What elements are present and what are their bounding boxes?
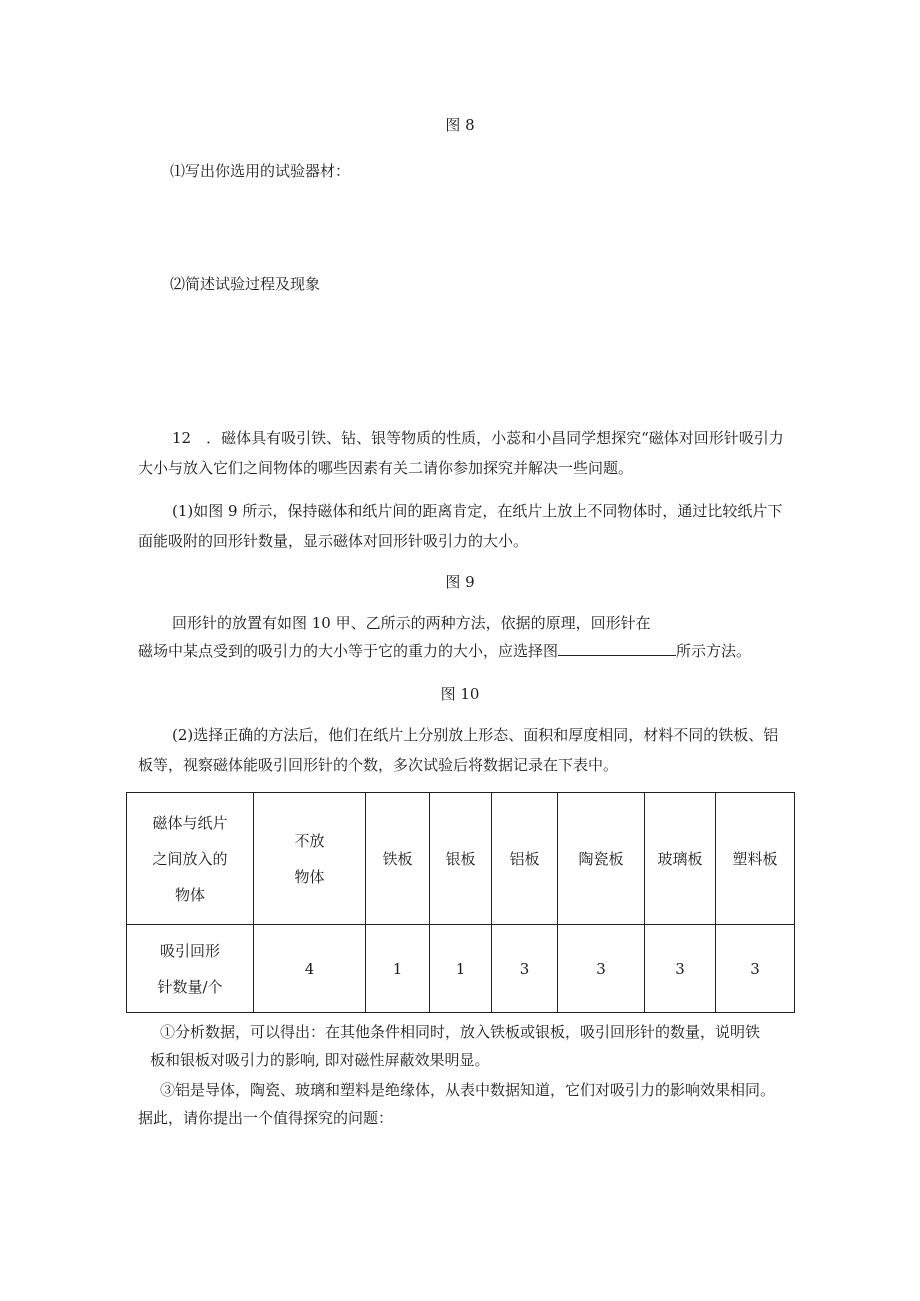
- value-silver: 1: [430, 925, 492, 1013]
- analysis-1-line-1: ①分析数据，可以得出：在其他条件相同时，放入铁板或银板，吸引回形针的数量，说明铁: [160, 1023, 761, 1041]
- clip-method-line-1: 回形针的放置有如图 10 甲、乙所示的两种方法，依据的原理，回形针在: [172, 614, 651, 632]
- column-header-aluminum: 铝板: [492, 793, 558, 925]
- value-ceramic: 3: [558, 925, 645, 1013]
- row-header-clip-count: 吸引回形 针数量/个: [127, 925, 254, 1013]
- column-header-plastic: 塑料板: [716, 793, 795, 925]
- clip-method-line-2: [138, 640, 751, 661]
- table-row: [127, 793, 795, 925]
- column-header-silver: 银板: [430, 793, 492, 925]
- value-iron: 1: [366, 925, 430, 1013]
- figure-8-caption: 图 8: [445, 116, 475, 134]
- question-process: ⑵简述试验过程及现象: [170, 275, 321, 293]
- column-header-none: 不放 物体: [254, 793, 366, 925]
- column-header-ceramic: 陶瓷板: [558, 793, 645, 925]
- clip-method-text: 磁场中某点受到的吸引力的大小等于它的重力的大小，应选择图: [138, 642, 559, 660]
- figure-10-caption: 图 10: [440, 685, 480, 703]
- analysis-3-line-1: ③铝是导体，陶瓷、玻璃和塑料是绝缘体，从表中数据知道，它们对吸引力的影响效果相同。: [160, 1081, 776, 1099]
- question-materials: ⑴写出你选用的试验器材：: [170, 162, 351, 180]
- value-glass: 3: [645, 925, 716, 1013]
- answer-blank[interactable]: [558, 641, 676, 656]
- part-2-line-2: 板等，视察磁体能吸引回形针的个数，多次试验后将数据记录在下表中。: [138, 756, 619, 774]
- data-table: [126, 792, 795, 1013]
- clip-method-suffix: 所示方法。: [676, 642, 752, 660]
- problem-12-line-2: 大小与放入它们之间物体的哪些因素有关二请你参加探究并解决一些问题。: [138, 459, 634, 477]
- row-header-objects: 磁体与纸片 之间放入的 物体: [127, 793, 254, 925]
- analysis-3-line-2: 据此，请你提出一个值得探究的问题：: [138, 1109, 394, 1127]
- value-none: 4: [254, 925, 366, 1013]
- part-2-line-1: (2)选择正确的方法后，他们在纸片上分别放上形态、面积和厚度相同，材料不同的铁板、铝: [172, 726, 779, 744]
- value-plastic: 3: [716, 925, 795, 1013]
- part-1-line-1: (1)如图 9 所示，保持磁体和纸片间的距离肯定，在纸片上放上不同物体时，通过比较纸片下: [172, 502, 783, 520]
- table-row: [127, 925, 795, 1013]
- value-aluminum: 3: [492, 925, 558, 1013]
- part-1-line-2: 面能吸附的回形针数量，显示磁体对回形针吸引力的大小。: [138, 532, 529, 550]
- figure-9-caption: 图 9: [445, 573, 475, 591]
- problem-12-line-1: 12 ．磁体具有吸引铁、钻、银等物质的性质，小蕊和小昌同学想探究“磁体对回形针吸引力: [172, 429, 784, 447]
- analysis-1-line-2: 板和银板对吸引力的影响, 即对磁性屏蔽效果明显。: [150, 1051, 490, 1069]
- column-header-glass: 玻璃板: [645, 793, 716, 925]
- column-header-iron: 铁板: [366, 793, 430, 925]
